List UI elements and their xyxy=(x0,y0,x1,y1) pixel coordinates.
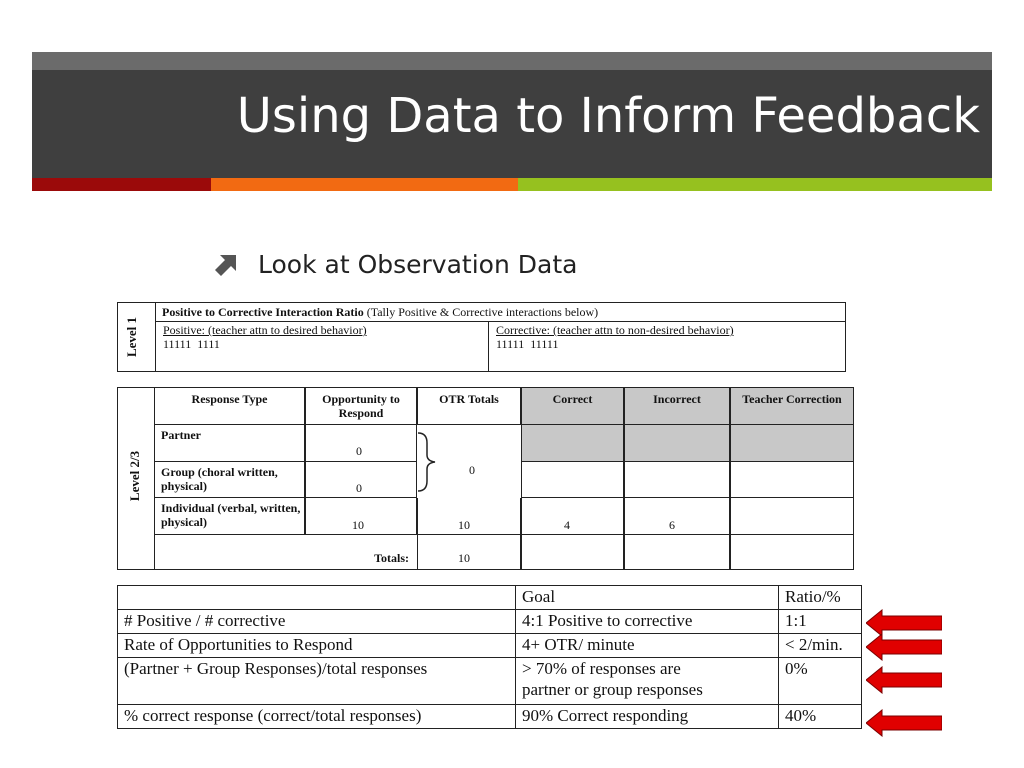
goals-table xyxy=(117,585,862,729)
row-partner-teacher-correction xyxy=(730,425,854,462)
partner-group-total: 0 xyxy=(469,463,475,477)
slide-title: Using Data to Inform Feedback xyxy=(236,88,980,144)
goals-metric: (Partner + Group Responses)/total responses xyxy=(118,658,516,705)
red-arrow-left-icon xyxy=(866,666,942,694)
row-individual-incorrect: 6 xyxy=(669,518,675,532)
row-partner-incorrect xyxy=(624,425,730,462)
totals-value: 10 xyxy=(458,551,470,565)
row-partner-otr-cell xyxy=(305,425,417,462)
goals-header-metric xyxy=(118,586,516,610)
totals-correct xyxy=(521,535,624,570)
level1-header-note: (Tally Positive & Corrective interactions below) xyxy=(363,305,599,319)
row-group-otr: 0 xyxy=(356,481,362,495)
row-partner-correct xyxy=(521,425,624,462)
row-group-incorrect xyxy=(624,462,730,498)
goals-metric: % correct response (correct/total responses) xyxy=(118,705,516,729)
goals-row xyxy=(118,705,862,729)
totals-label-cell xyxy=(154,535,417,570)
header-opportunity: Opportunity to Respond xyxy=(305,387,417,425)
level2-form xyxy=(117,387,854,570)
row-group-otr-cell xyxy=(305,462,417,498)
accent-bar-green xyxy=(518,178,992,191)
positive-label: Positive: (teacher attn to desired behavior) xyxy=(163,323,367,337)
row-individual-correct-cell xyxy=(521,498,624,535)
goals-header-goal: Goal xyxy=(516,586,779,610)
row-group-correct xyxy=(521,462,624,498)
row-individual-otr: 10 xyxy=(352,518,364,532)
row-individual-teacher-correction xyxy=(730,498,854,535)
goals-header-ratio: Ratio/% xyxy=(779,586,862,610)
positive-block xyxy=(163,323,367,351)
title-band-top-strip xyxy=(32,52,992,70)
goals-row xyxy=(118,634,862,658)
goals-ratio: 40% xyxy=(779,705,862,729)
totals-teacher-correction xyxy=(730,535,854,570)
goals-ratio: < 2/min. xyxy=(779,634,862,658)
header-incorrect: Incorrect xyxy=(624,387,730,425)
row-group-teacher-correction xyxy=(730,462,854,498)
level2-label-column xyxy=(117,387,155,570)
goals-row xyxy=(118,658,862,705)
bullet-text: Look at Observation Data xyxy=(258,250,578,279)
title-band xyxy=(32,52,992,178)
brace-icon xyxy=(415,431,441,493)
goals-ratio: 0% xyxy=(779,658,862,705)
accent-bar-red xyxy=(32,178,211,191)
row-individual-label: Individual (verbal, written, physical) xyxy=(154,498,305,535)
header-otr-totals: OTR Totals xyxy=(417,387,521,425)
row-individual-otr-cell xyxy=(305,498,417,535)
row-individual-total: 10 xyxy=(458,518,470,532)
level2-label: Level 2/3 xyxy=(127,450,143,502)
header-response-type: Response Type xyxy=(154,387,305,425)
bullet-item xyxy=(212,250,577,279)
goals-goal-line2: partner or group responses xyxy=(522,680,703,699)
goals-goal: 4+ OTR/ minute xyxy=(516,634,779,658)
goals-row xyxy=(118,610,862,634)
header-correct: Correct xyxy=(521,387,624,425)
goals-goal: 90% Correct responding xyxy=(516,705,779,729)
positive-tally: 11111 1111 xyxy=(163,337,220,351)
level1-divider xyxy=(488,321,489,371)
goals-header-row xyxy=(118,586,862,610)
goals-metric: Rate of Opportunities to Respond xyxy=(118,634,516,658)
corrective-block xyxy=(496,323,734,351)
row-partner-otr: 0 xyxy=(356,444,362,458)
header-teacher-correction: Teacher Correction xyxy=(730,387,854,425)
row-partner-label: Partner xyxy=(154,425,305,462)
goals-metric: # Positive / # corrective xyxy=(118,610,516,634)
arrow-up-right-icon xyxy=(212,251,240,279)
totals-label: Totals: xyxy=(374,551,409,565)
red-arrow-left-icon xyxy=(866,709,942,737)
accent-bar-orange xyxy=(211,178,518,191)
goals-goal: 4:1 Positive to corrective xyxy=(516,610,779,634)
row-individual-incorrect-cell xyxy=(624,498,730,535)
totals-value-cell xyxy=(417,535,521,570)
row-group-label: Group (choral written, physical) xyxy=(154,462,305,498)
goals-goal: > 70% of responses are xyxy=(522,659,681,678)
totals-incorrect xyxy=(624,535,730,570)
level1-header-title: Positive to Corrective Interaction Ratio xyxy=(162,305,364,319)
goals-goal-cell xyxy=(516,658,779,705)
corrective-tally: 11111 11111 xyxy=(496,337,559,351)
row-individual-total-cell xyxy=(417,498,521,535)
level1-label: Level 1 xyxy=(124,316,140,358)
goals-ratio: 1:1 xyxy=(779,610,862,634)
level1-form xyxy=(117,302,846,372)
corrective-label: Corrective: (teacher attn to non-desired behavior) xyxy=(496,323,734,337)
row-individual-correct: 4 xyxy=(564,518,570,532)
level1-label-column xyxy=(118,303,156,371)
red-arrow-left-icon xyxy=(866,633,942,661)
level1-header xyxy=(155,303,845,322)
